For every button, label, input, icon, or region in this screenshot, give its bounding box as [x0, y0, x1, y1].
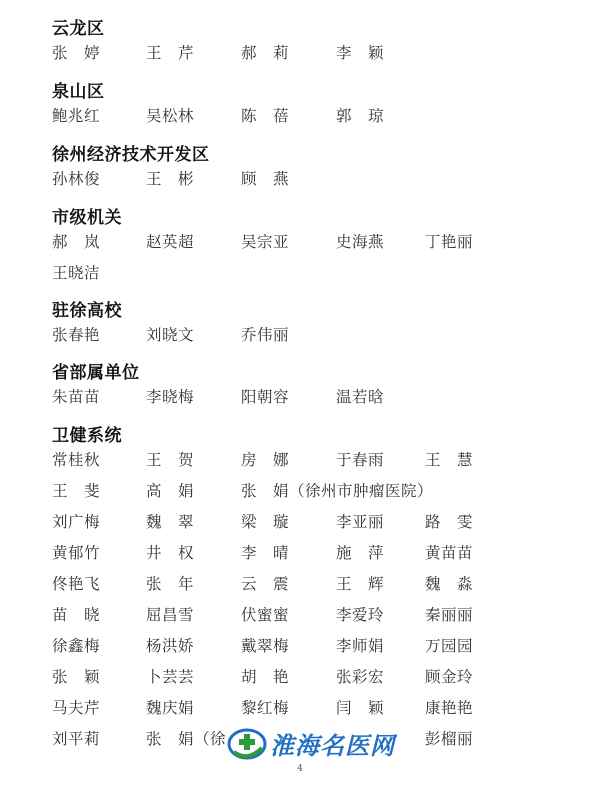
person-name: 李爱玲	[336, 606, 385, 624]
person-name: 于春雨	[336, 451, 385, 469]
person-name: 杨洪娇	[146, 637, 195, 655]
person-name: 井 权	[146, 544, 195, 562]
person-name: 张 婷	[52, 44, 101, 62]
person-name: 孙林俊	[52, 170, 101, 188]
person-name: 张 娟（徐	[146, 730, 227, 748]
section-title: 驻徐高校	[52, 301, 122, 321]
name-row	[0, 665, 600, 691]
person-name: 顾金玲	[425, 668, 474, 686]
person-name: 王 彬	[146, 170, 195, 188]
person-name: 房 娜	[241, 451, 290, 469]
person-name: 吴松林	[146, 107, 195, 125]
person-name: 高 娟	[146, 482, 195, 500]
person-name: 王 芹	[146, 44, 195, 62]
person-name: 戴翠梅	[241, 637, 290, 655]
person-name: 王晓洁	[52, 264, 101, 282]
person-name: 马夫芹	[52, 699, 101, 717]
person-name: 魏 翠	[146, 513, 195, 531]
person-name: 闫 颖	[336, 699, 385, 717]
person-name: 张 年	[146, 575, 195, 593]
name-row	[0, 634, 600, 660]
person-name: 魏 淼	[425, 575, 474, 593]
person-name: 郭 琼	[336, 107, 385, 125]
name-row	[0, 104, 600, 130]
person-name: 张彩宏	[336, 668, 385, 686]
person-name: 刘广梅	[52, 513, 101, 531]
person-name: 伏蜜蜜	[241, 606, 290, 624]
person-name: 彭榴丽	[425, 730, 474, 748]
section-title: 省部属单位	[52, 363, 140, 383]
person-name: 刘晓文	[146, 326, 195, 344]
person-name: 张 颖	[52, 668, 101, 686]
person-name: 顾 燕	[241, 170, 290, 188]
person-name: 王 慧	[425, 451, 474, 469]
section-title: 徐州经济技术开发区	[52, 145, 210, 165]
name-row	[0, 479, 600, 505]
page-number: 4	[297, 764, 303, 774]
name-row	[0, 541, 600, 567]
person-name: 梁 璇	[241, 513, 290, 531]
person-name: 鲍兆红	[52, 107, 101, 125]
name-row	[0, 696, 600, 722]
person-name: 李 颖	[336, 44, 385, 62]
person-name: 李亚丽	[336, 513, 385, 531]
name-row	[0, 41, 600, 67]
watermark-text: 淮海名医网	[270, 731, 395, 760]
name-row	[0, 385, 600, 411]
person-name: 屈昌雪	[146, 606, 195, 624]
person-name: 李晓梅	[146, 388, 195, 406]
name-row	[0, 510, 600, 536]
person-name: 丁艳丽	[425, 233, 474, 251]
person-name: 王 贺	[146, 451, 195, 469]
person-name: 乔伟丽	[241, 326, 290, 344]
section-title: 卫健系统	[52, 426, 122, 446]
name-row	[0, 448, 600, 474]
person-name: 李师娟	[336, 637, 385, 655]
person-name: 云 震	[241, 575, 290, 593]
medical-logo-icon	[226, 724, 268, 762]
person-name: 阳朝容	[241, 388, 290, 406]
section-title: 市级机关	[52, 208, 122, 228]
person-name: 路 雯	[425, 513, 474, 531]
person-name: 王 辉	[336, 575, 385, 593]
person-name: 郝 岚	[52, 233, 101, 251]
person-name: 赵英超	[146, 233, 195, 251]
person-name: 卜芸芸	[146, 668, 195, 686]
person-name: 佟艳飞	[52, 575, 101, 593]
person-name: 秦丽丽	[425, 606, 474, 624]
person-name: 史海燕	[336, 233, 385, 251]
person-name: 吴宗亚	[241, 233, 290, 251]
name-row	[0, 323, 600, 349]
person-name: 刘平莉	[52, 730, 101, 748]
person-name: 康艳艳	[425, 699, 474, 717]
name-row	[0, 167, 600, 193]
person-name: 李 晴	[241, 544, 290, 562]
name-row	[0, 230, 600, 256]
person-name: 黄苗苗	[425, 544, 474, 562]
person-name: 陈 蓓	[241, 107, 290, 125]
site-watermark	[226, 722, 396, 764]
person-name: 温若晗	[336, 388, 385, 406]
person-name: 施 萍	[336, 544, 385, 562]
name-row	[0, 261, 600, 287]
name-row	[0, 603, 600, 629]
person-name: 黄郁竹	[52, 544, 101, 562]
person-name: 王 斐	[52, 482, 101, 500]
person-name: 魏庆娟	[146, 699, 195, 717]
person-name: 黎红梅	[241, 699, 290, 717]
person-name: 张 娟（徐州市肿瘤医院）	[241, 482, 434, 500]
person-name: 郝 莉	[241, 44, 290, 62]
section-title: 泉山区	[52, 82, 105, 102]
section-title: 云龙区	[52, 19, 105, 39]
person-name: 张春艳	[52, 326, 101, 344]
name-row	[0, 572, 600, 598]
person-name: 万园园	[425, 637, 474, 655]
person-name: 苗 晓	[52, 606, 101, 624]
person-name: 常桂秋	[52, 451, 101, 469]
person-name: 徐鑫梅	[52, 637, 101, 655]
person-name: 朱苗苗	[52, 388, 101, 406]
person-name: 胡 艳	[241, 668, 290, 686]
